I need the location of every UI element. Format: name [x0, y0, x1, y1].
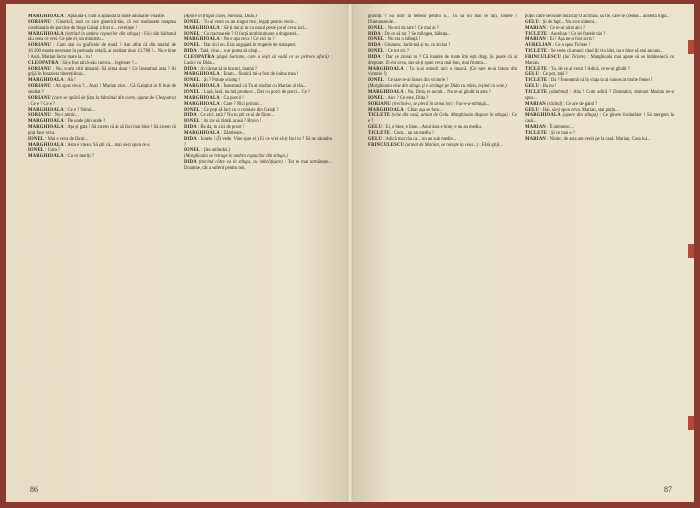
book-gutter [347, 4, 353, 502]
page-tab-marker [686, 416, 694, 430]
dialogue-text: : Ața și gata ! Să zicem că ai să faci mai bine ! Să zicem că poți face ceva. [28, 125, 176, 136]
dialogue-text: : Se vede că atunci când îți vin idei, nu e bine să stai ascuns... [548, 49, 664, 55]
dialogue-text: : Cum stai cu graficele de mută ? Am aflat că din totalul de 16.100 monte necesare în perioada celulă, ai realizat doar 13.788 !... Nu e bine ! Auzi, Marian lucru mare la... tu ! [28, 43, 176, 60]
dialogue-text: : Ginerică, auzi ce zice ginerică-tău, că voi studiasem noaptea combinația de porcine de linga Galați a fost o... revelație ! [28, 19, 176, 31]
dialogue-text: : Fă-i din bărbatul tău ceea ce vrei. Ce știe el, un ministru... [28, 31, 176, 43]
stage-direction: (apare din stînga) [562, 113, 598, 119]
dialogue-text: puțin către secunde muzică) O acritură, să fie, care se credea... această fugă... [525, 14, 670, 19]
speaker-name: GELU [525, 72, 540, 78]
dialogue-text: : Ah ! [65, 78, 76, 84]
speaker-name: IONEL [184, 43, 201, 49]
dialogue-line [525, 137, 674, 143]
speaker-name: MARIAN [525, 25, 546, 31]
dialogue-text: : Și de fapt... Nu zice nimeni... [540, 19, 598, 25]
speaker-name: FRINCULESCU [525, 54, 562, 60]
stage-direction: (trecind către ea în stînga, cu imbrățișare) [198, 160, 283, 166]
speaker-name: MARGHIOALA [28, 14, 64, 19]
dialogue-line [368, 55, 517, 67]
left-page [6, 4, 350, 502]
dialogue-text: : Să-a fost talcă-sâu cumva... logioner ?... [59, 60, 138, 66]
dialogue-text: : Ce poți să faci cu o comisie din Galați ? [201, 107, 279, 113]
dialogue-line [28, 154, 176, 160]
page-number-right: 87 [664, 485, 672, 494]
dialogue-line [184, 160, 332, 172]
stage-direction: (Apare în fragul casei, mireasă, Dida.) [184, 14, 257, 19]
right-column-2 [525, 14, 674, 478]
dialogue-text: : Ba nu ! [540, 84, 557, 90]
dialogue-text: : Aurelian ! Ce iei fratele tău ? [548, 31, 606, 37]
dialogue-text: : Mai e ceva de făcut... [45, 136, 88, 142]
dialogue-text: : Dar ce ziceai tu ? Că înainte de toate îmi ești drag. Și poate că ai dreptate. Zi-mi ceva, dar să-ți spun ceva mai bun, mai frumos... [368, 54, 517, 66]
speaker-name: DIDA [184, 160, 197, 166]
speaker-name: MARGHIOALA [525, 113, 561, 119]
dialogue-text: : Aplaudă-l, cum îl aplaudă la toate adunările voastre. [65, 14, 166, 19]
stage-direction: (râzînd) [547, 101, 563, 107]
speaker-name: MARGHIOALA [28, 154, 64, 160]
speaker-name: MARGHIOALA [184, 95, 220, 101]
dialogue-line [525, 113, 674, 125]
dialogue-text: : Ai cântat să te bucuri, mamă ? [197, 66, 258, 72]
speaker-name: DIDA [184, 66, 197, 72]
dialogue-text: : Cum ? [45, 148, 61, 154]
speaker-name: DIDA [368, 43, 381, 49]
speaker-name: GELU [525, 19, 540, 25]
dialogue-text: : Aici ? Ce este, Dida ? [385, 95, 429, 101]
speaker-name: MARGHIOALA [368, 107, 404, 113]
speaker-name: MARGHIOALA [28, 119, 64, 125]
speaker-name: MARIAN [525, 136, 546, 142]
dialogue-line [28, 84, 176, 96]
speaker-name: TICLETE [525, 66, 548, 72]
speaker-name: SORIANU [28, 66, 52, 72]
dialogue-text: : Tu, de ce ai venit ? Adică, ce te-ai gîndit ? [548, 66, 630, 72]
book-spread [6, 4, 694, 502]
speaker-name: GELU [368, 136, 383, 142]
speaker-name: IONEL [28, 148, 45, 154]
left-column-2 [184, 14, 332, 478]
speaker-name: IONEL [368, 78, 385, 84]
dialogue-text: : Să-ți dai și tu cu nasul peste jocul ceva aici... [221, 25, 308, 31]
right-column-1 [368, 14, 517, 478]
dialogue-text: : Îl amintesc... [547, 125, 574, 131]
speaker-name: MARGHIOALA [368, 89, 404, 95]
speaker-name: IONEL [184, 78, 201, 84]
speaker-name: IONEL [184, 19, 201, 25]
speaker-name: MARGHIOALA [28, 107, 64, 113]
stage-direction: (vine din casă, urmat de Gelu. Marghioala dispare în stînga) [391, 113, 508, 119]
dialogue-text: : Nu-i nimic... [52, 113, 79, 119]
dialogue-text: : Tot te mai urmărește... Doamne, cât a suferit pentru noi. [184, 160, 332, 171]
speaker-name: MARGHIOALA [184, 101, 220, 107]
speaker-name: SORIANU [28, 95, 52, 101]
speaker-name: MARGHIOALA [368, 66, 404, 72]
dialogue-text: : Ce e ? Nimic... [65, 107, 96, 113]
dialogue-text: : Nu, Dida, te ascult... Nu te-ai gîndit la asta ? [405, 89, 491, 95]
speaker-name: FRINCULESCU [368, 142, 405, 148]
speaker-name: CLEOPATRA [28, 60, 59, 66]
dialogue-text: : Ce tare te-ai întors din victorie ! [385, 78, 448, 84]
dialogue-text: ghioliți ? Să intri la hebeni pentru o... Tu să nu mai te uiți, Ionele ! Diumnezeule... [368, 14, 517, 25]
dialogue-text: : Ce are de gând ? [563, 101, 598, 107]
dialogue-text: : Ce zici, tată ? Nu tu știi ce ai de făcut... [197, 113, 275, 119]
dialogue-line [368, 14, 517, 26]
dialogue-line [28, 125, 176, 137]
dialogue-text: : Ce pot, tată ? [540, 72, 568, 78]
dialogue-text: : Nu e aşa ceva ! Ce zici tu ? [221, 37, 275, 43]
speaker-name: DIDA [184, 136, 197, 142]
dialogue-text: : Ei ! Așa ne-a fost scris ! [547, 37, 595, 43]
speaker-name: IONEL [368, 95, 385, 101]
dialogue-text: : Zâmbește... [221, 130, 246, 136]
dialogue-text: : Ionele ! (Îi vede. Vine spre ei.) Ei ce vrei să-ți faci tu ? Să ne sărutăm ? [184, 136, 332, 148]
stage-direction: (care se apără de fața la bătrânul din curte, ajutat de Cleopatra) [52, 95, 176, 101]
speaker-name: DIDA [368, 54, 381, 60]
speaker-name: MARGHIOALA [184, 130, 220, 136]
dialogue-line [525, 55, 674, 67]
dialogue-line [184, 55, 332, 67]
stage-direction: (Marghioala vine din stînga și o strânge pe Dida cu mîna, ieșind cu voie.) [368, 84, 507, 90]
speaker-name: CLEOPATRA [184, 54, 215, 60]
speaker-name: TICLETE [368, 130, 391, 136]
speaker-name: SORIANU [28, 113, 52, 119]
speaker-name: MARGHIOALA [28, 125, 64, 131]
speaker-name: MARIAN [525, 125, 546, 131]
speaker-name: TICLETE [525, 130, 548, 136]
right-page [350, 4, 694, 502]
dialogue-text: : Nu era o băbuță ! [385, 37, 421, 43]
dialogue-text: : Dar nici eu. Erai angajată în truptele de transport. [201, 43, 297, 49]
speaker-name: IONEL [184, 89, 201, 95]
dialogue-text: : Cum... un an mediu ? [391, 130, 435, 136]
speaker-name: TICLETE [525, 49, 548, 55]
speaker-name: MARGHIOALA [184, 37, 220, 43]
dialogue-text: : Ah spus ceva ?... Auzi ! Marian zice... Că Galațiul ar fi bun de studiat ? [28, 84, 176, 95]
dialogue-text: : De ce să tac ? Se mîlogea, băbuța... [381, 31, 451, 37]
dialogue-line [28, 43, 176, 61]
dialogue-line [28, 20, 176, 32]
speaker-name: GELU [525, 107, 540, 113]
dialogue-text: : Tată, vino... s-ar putea să cânți... [197, 49, 261, 55]
dialogue-text: : Cu tractoarele ? O forță atotbiruitoare a dragostei... [201, 31, 300, 37]
speaker-name: TICLETE [525, 78, 548, 84]
dialogue-text: : Glumesc. Iartă-mă și tu, ce ziceai ? [381, 43, 451, 49]
stage-direction: (lui Ticlete) [563, 54, 586, 60]
dialogue-text: : Ce a spus Ticlete ? [552, 43, 591, 49]
stage-direction: (Marghioala se retrage în umbra copacilor din stînga.) [184, 154, 288, 160]
dialogue-line [28, 32, 176, 44]
stage-direction: (intrînd în umbra copacilor din stînga) [65, 31, 140, 37]
speaker-name: TICLETE [525, 31, 548, 37]
speaker-name: TICLETE [525, 89, 548, 95]
dialogue-text: : Fără griji... [479, 142, 503, 148]
speaker-name: MARIAN [525, 101, 546, 107]
speaker-name: MARGHIOALA [28, 142, 64, 148]
stage-direction: (urmat de Marian, se rotește la ceas...) [405, 142, 479, 148]
dialogue-text: : Ce ginere încântător ! Să mergem la casă... [525, 113, 674, 125]
dialogue-text: : Tu ai venit cu un singur truc, legați pentru vecie... [201, 19, 298, 25]
dialogue-text: : Chiar așa se face... [405, 107, 443, 113]
dialogue-text: : Nu, n-am citit dosarul. Să nitoa doar ! Ce înseamnă asta ? Ai grijă în foraziera tinerețiiloar... [28, 66, 176, 78]
dialogue-text: : Ai zis să rămâi acasă ? Bravo ! [201, 119, 262, 125]
dialogue-text: : Care ? Nici primul... [221, 101, 263, 107]
speaker-name: GELU [525, 84, 540, 90]
speaker-name: MARGHIOALA [28, 31, 64, 37]
speaker-name: DIDA [184, 49, 197, 55]
speaker-name: IONEL [368, 37, 385, 43]
dialogue-text: : Nimic, de asta am venit pe la casă. Marian, Casa lui... [547, 136, 651, 142]
speaker-name: IONEL [28, 136, 45, 142]
dialogue-text: : Ce te-ai uitat aici ? [547, 25, 586, 31]
dialogue-text: : Tu n-ai omorît nici o muscă. (Ce tare te-ai întors din victorie !) [368, 66, 517, 78]
speaker-name: DIDA [184, 113, 197, 119]
page-number-left: 86 [30, 485, 38, 494]
dialogue-line [28, 67, 176, 79]
speaker-name: GELU [368, 125, 383, 131]
dialogue-text: : Și ce mai e ? [548, 130, 575, 136]
dialogue-text: : Ba da, tu zici de prost ! [197, 125, 245, 131]
dialogue-text: : Asta e vreau. Să știi că... mai să-ți spun ce e. [65, 142, 151, 148]
speaker-name: IONEL [184, 148, 201, 154]
speaker-name: AURELIAN [525, 43, 552, 49]
speaker-name: IONEL [184, 119, 201, 125]
page-tab-marker [686, 40, 694, 54]
stage-direction: (zâmbind) [549, 89, 569, 95]
speaker-name: IONEL [368, 25, 385, 31]
dialogue-text: : Lasă-i cu Dida... [184, 54, 332, 66]
dialogue-text: : Hai, să-ți spun ceva. Marian, stai puțin... [540, 107, 619, 113]
dialogue-text: : De unde plin unde ? [65, 119, 106, 125]
right-page-columns [368, 14, 674, 478]
dialogue-text: : Nu-mi da tare ! Ce mai ai ? [385, 25, 439, 31]
dialogue-text: : (Ies amîndoi.) [201, 148, 231, 154]
left-page-columns [28, 14, 332, 478]
dialogue-line [368, 143, 517, 149]
dialogue-text: : Ei, e bine, e bine... Anul ăsta e bine, e un an mediu. [383, 125, 482, 131]
dialogue-text: : Cu ce meriți ? [65, 154, 94, 160]
dialogue-text: : Eram... fiindcă mi-a fost de inima mea ! [221, 72, 299, 78]
speaker-name: SORIANU [28, 19, 52, 25]
dialogue-text: : Da ? Înseamnă că în viața ta ai cunoscut multe femei ! [548, 78, 653, 84]
dialogue-line [525, 90, 674, 102]
dialogue-text: : Aha ! Cum adică ? Domnilor, domnul Marian ne-a spus... [525, 89, 674, 101]
dialogue-text: : Cu porcii ! [221, 95, 244, 101]
dialogue-text: : Ce tot zic ? [385, 49, 409, 55]
speaker-name: MARIAN [525, 37, 546, 43]
dialogue-line [28, 96, 176, 108]
stage-direction: (trecînd-o, se plecă în urma lor) [392, 101, 453, 107]
speaker-name: MARGHIOALA [28, 78, 64, 84]
speaker-name: DIDA [184, 125, 197, 131]
speaker-name: SORIANU [28, 84, 52, 90]
speaker-name: MARGHIOALA [184, 84, 220, 90]
dialogue-line [368, 113, 517, 125]
speaker-name: IONEL [368, 49, 385, 55]
dialogue-line [184, 137, 332, 149]
dialogue-text: : Fac-e-a-strîmpă... [453, 101, 490, 107]
left-column-1 [28, 14, 176, 478]
dialogue-text: : Înseamnă că Tu ai studiat cu Marian al tău... [221, 84, 307, 90]
dialogue-text: : Lasă, lasă, nu mă produce... Dar cu porci de porci... Ce ? [201, 89, 311, 95]
dialogue-text: : Ce e ? [368, 113, 517, 125]
speaker-name: SORIANU [368, 101, 392, 107]
dialogue-text: : Adică mai rău ca... un an sub medie... [383, 136, 457, 142]
dialogue-text: : Marghioala mai apare să se întâlnească cu Marian. [525, 54, 674, 66]
page-tab-marker [686, 244, 694, 258]
stage-direction: (după Soriano, care a ieșit să vadă ce se petrece afară) [216, 54, 329, 60]
dialogue-text: : Ce e ? Ce e ? [28, 101, 56, 107]
speaker-name: TICLETE [368, 113, 391, 119]
speaker-name: SORIANU [28, 43, 52, 49]
dialogue-line [368, 67, 517, 79]
speaker-name: MARGHIOALA [184, 72, 220, 78]
speaker-name: DIDA [368, 31, 381, 37]
dialogue-text: : Și ? Puiuțe scump ! [201, 78, 241, 84]
speaker-name: IONEL [184, 107, 201, 113]
speaker-name: MARGHIOALA [184, 25, 220, 31]
speaker-name: IONEL [184, 31, 201, 37]
